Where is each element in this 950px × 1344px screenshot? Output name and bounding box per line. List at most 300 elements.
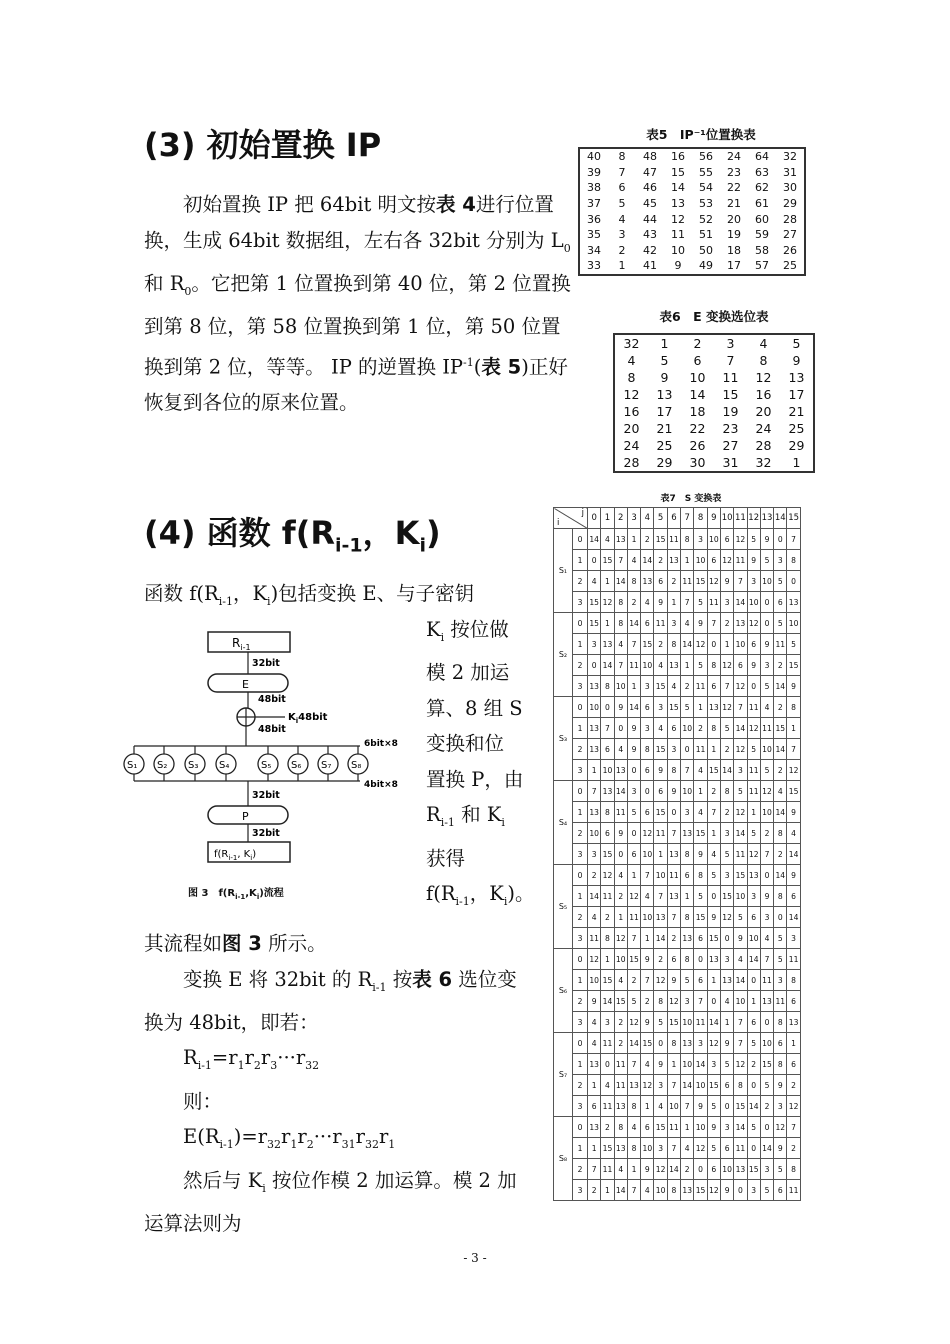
sbox-cell: 11 xyxy=(747,760,760,781)
sbox-cell: 10 xyxy=(760,739,773,760)
sbox-cell: 7 xyxy=(614,655,627,676)
sbox-cell: 6 xyxy=(601,823,614,844)
sbox-cell: 8 xyxy=(681,529,694,550)
sbox-cell: 1 xyxy=(614,907,627,928)
sbox-cell: 4 xyxy=(588,907,601,928)
page-number: - 3 - xyxy=(463,1251,487,1265)
table-5-cell: 19 xyxy=(727,228,741,242)
table-5-cell: 16 xyxy=(671,150,685,164)
sbox-row xyxy=(554,718,801,739)
sbox-cell: 11 xyxy=(694,1012,707,1033)
sbox-cell: 2 xyxy=(760,823,773,844)
sbox-cell: 0 xyxy=(760,613,773,634)
sbox-cell: 11 xyxy=(667,865,680,886)
table-6-cell: 12 xyxy=(623,387,640,402)
sbox-cell: 9 xyxy=(588,991,601,1012)
column-header: 1 xyxy=(601,508,614,529)
sbox-cell: 2 xyxy=(760,1096,773,1117)
table-5-cell: 1 xyxy=(618,259,626,273)
sbox-cell: 6 xyxy=(707,1159,720,1180)
sbox-cell: 5 xyxy=(734,781,747,802)
table-5-cell: 18 xyxy=(727,243,741,257)
table-6-cell: 13 xyxy=(788,370,805,385)
sbox-cell: 8 xyxy=(641,739,654,760)
sbox-cell: 6 xyxy=(707,676,720,697)
sbox-cell: 3 xyxy=(720,865,733,886)
table-6-cell: 29 xyxy=(656,455,673,470)
sbox-name: S₅ xyxy=(554,865,573,949)
sbox-cell: 1 xyxy=(681,655,694,676)
sbox-cell: 11 xyxy=(747,697,760,718)
sbox-cell: 8 xyxy=(787,1159,800,1180)
sbox-cell: 3 xyxy=(667,613,680,634)
sbox-cell: 10 xyxy=(734,634,747,655)
sbox-row xyxy=(554,802,801,823)
sbox-cell: 13 xyxy=(787,592,800,613)
table-5-cell: 30 xyxy=(783,181,797,195)
sbox-cell: 5 xyxy=(627,802,640,823)
sbox-cell: 8 xyxy=(774,1012,787,1033)
sbox-cell: 10 xyxy=(747,928,760,949)
table-5-row xyxy=(579,196,805,212)
sbox-cell: 5 xyxy=(681,970,694,991)
sbox-cell: 9 xyxy=(720,571,733,592)
sbox-cell: 12 xyxy=(734,676,747,697)
sbox-cell: 1 xyxy=(747,802,760,823)
sbox-cell: 15 xyxy=(654,802,667,823)
table-6-cell: 16 xyxy=(623,404,640,419)
equation-e: $E(R_{i-1})=r_{32}r_1r_2\cdot\cdot\cdot r_{31}r_{32}r_1$ xyxy=(183,1125,396,1152)
sbox-cell: 5 xyxy=(694,592,707,613)
sbox-cell: 10 xyxy=(681,718,694,739)
sbox-cell: 6 xyxy=(774,1033,787,1054)
sbox-cell: 1 xyxy=(588,1075,601,1096)
sbox-cell: 1 xyxy=(707,823,720,844)
sbox-cell: 5 xyxy=(774,613,787,634)
sbox-cell: 5 xyxy=(681,697,694,718)
sbox-cell: 13 xyxy=(614,760,627,781)
sbox-cell: 0 xyxy=(747,1075,760,1096)
sbox-cell: 3 xyxy=(774,550,787,571)
sbox-cell: 9 xyxy=(614,823,627,844)
table-6-cell: 12 xyxy=(755,370,772,385)
sbox-cell: 14 xyxy=(787,844,800,865)
sbox-cell: 15 xyxy=(787,655,800,676)
column-header: 0 xyxy=(588,508,601,529)
sbox-cell: 2 xyxy=(588,865,601,886)
sbox-cell: 10 xyxy=(681,781,694,802)
sbox-row xyxy=(554,550,801,571)
sbox-cell: 5 xyxy=(747,739,760,760)
sbox-cell: 12 xyxy=(747,844,760,865)
table-5-cell: 62 xyxy=(755,181,769,195)
sbox-cell: 3 xyxy=(720,823,733,844)
table-5-cell: 44 xyxy=(643,212,657,226)
sbox-cell: 10 xyxy=(734,991,747,1012)
sbox-cell: 14 xyxy=(681,634,694,655)
sbox-cell: 6 xyxy=(667,949,680,970)
ij-corner: j i xyxy=(554,508,588,529)
table-6-row xyxy=(614,437,814,454)
sbox-cell: 7 xyxy=(787,739,800,760)
table-5-cell: 34 xyxy=(587,243,601,257)
sbox-cell: 15 xyxy=(627,949,640,970)
sbox-cell: 4 xyxy=(734,949,747,970)
sbox-cell: 8 xyxy=(787,970,800,991)
sbox-name: S₁ xyxy=(554,529,573,613)
sbox-cell: 13 xyxy=(734,1159,747,1180)
sbox-cell: 6 xyxy=(747,634,760,655)
sbox-row xyxy=(554,613,801,634)
sbox-cell: 9 xyxy=(627,739,640,760)
table-5-cell: 59 xyxy=(755,228,769,242)
sbox-cell: 3 xyxy=(747,571,760,592)
sbox-cell: 10 xyxy=(734,886,747,907)
sbox-cell: 0 xyxy=(747,970,760,991)
sbox-cell: 6 xyxy=(667,718,680,739)
sbox-cell: 13 xyxy=(681,823,694,844)
sbox-cell: 9 xyxy=(694,613,707,634)
sbox-cell: 15 xyxy=(694,1180,707,1201)
sbox-cell: 1 xyxy=(601,613,614,634)
table-6-cell: 11 xyxy=(722,370,739,385)
sbox-cell: 3 xyxy=(654,1138,667,1159)
sbox-cell: 3 xyxy=(641,676,654,697)
sbox-label: S₂ xyxy=(157,760,168,771)
sbox-cell: 2 xyxy=(588,1180,601,1201)
sbox-cell: 8 xyxy=(774,886,787,907)
sbox-cell: 4 xyxy=(654,655,667,676)
sbox-cell: 4 xyxy=(614,865,627,886)
row-index: 3 xyxy=(573,1096,588,1117)
sbox-cell: 5 xyxy=(627,991,640,1012)
sbox-cell: 10 xyxy=(641,907,654,928)
sbox-cell: 4 xyxy=(627,1117,640,1138)
row-index: 1 xyxy=(573,886,588,907)
sbox-cell: 1 xyxy=(588,1138,601,1159)
table-5-cell: 23 xyxy=(727,165,741,179)
sbox-cell: 13 xyxy=(588,739,601,760)
sbox-cell: 15 xyxy=(601,1138,614,1159)
sbox-cell: 2 xyxy=(707,781,720,802)
table-6-cell: 25 xyxy=(656,438,673,453)
table-5-cell: 17 xyxy=(727,259,741,273)
sbox-cell: 5 xyxy=(774,1159,787,1180)
sbox-cell: 2 xyxy=(774,697,787,718)
sbox-cell: 1 xyxy=(694,697,707,718)
sbox-cell: 3 xyxy=(654,697,667,718)
table-5-cell: 33 xyxy=(587,259,601,273)
table-5-caption: 表5 IP⁻¹位置换表 xyxy=(646,127,756,142)
sbox-cell: 6 xyxy=(627,844,640,865)
sbox-cell: 12 xyxy=(707,571,720,592)
sbox-cell: 4 xyxy=(654,718,667,739)
sbox-label: S₃ xyxy=(188,760,199,771)
sbox-cell: 3 xyxy=(707,1054,720,1075)
row-index: 1 xyxy=(573,550,588,571)
sbox-cell: 4 xyxy=(641,1180,654,1201)
sbox-cell: 8 xyxy=(774,823,787,844)
sbox-cell: 3 xyxy=(654,1075,667,1096)
sbox-cell: 11 xyxy=(667,1117,680,1138)
table-6-cell: 8 xyxy=(627,370,636,385)
row-index: 1 xyxy=(573,802,588,823)
table-5-cell: 42 xyxy=(643,243,657,257)
sbox-cell: 7 xyxy=(627,634,640,655)
sbox-cell: 15 xyxy=(601,844,614,865)
sbox-cell: 15 xyxy=(654,1117,667,1138)
sbox-cell: 14 xyxy=(681,1075,694,1096)
sbox-row xyxy=(554,676,801,697)
row-index: 2 xyxy=(573,907,588,928)
sbox-name: S₈ xyxy=(554,1117,573,1201)
table-5-cell: 3 xyxy=(618,228,626,242)
column-header: 13 xyxy=(760,508,773,529)
sbox-cell: 4 xyxy=(627,550,640,571)
sbox-cell: 10 xyxy=(654,865,667,886)
sbox-cell: 12 xyxy=(734,1054,747,1075)
sbox-cell: 14 xyxy=(614,781,627,802)
sbox-row xyxy=(554,697,801,718)
sbox-name: S₆ xyxy=(554,949,573,1033)
sbox-cell: 9 xyxy=(760,634,773,655)
sbox-cell: 2 xyxy=(720,739,733,760)
sbox-cell: 10 xyxy=(588,697,601,718)
sbox-cell: 12 xyxy=(720,697,733,718)
sbox-cell: 10 xyxy=(760,1033,773,1054)
sbox-cell: 0 xyxy=(667,802,680,823)
sbox-cell: 4 xyxy=(787,823,800,844)
table-6-cell: 21 xyxy=(788,404,805,419)
table-5-cell: 52 xyxy=(699,212,713,226)
sbox-cell: 8 xyxy=(707,655,720,676)
sbox-cell: 0 xyxy=(787,571,800,592)
sbox-cell: 5 xyxy=(747,1117,760,1138)
sbox-cell: 14 xyxy=(774,802,787,823)
sbox-cell: 2 xyxy=(774,760,787,781)
figure-3-flowchart xyxy=(120,628,420,868)
sbox-cell: 6 xyxy=(747,1012,760,1033)
sbox-cell: 1 xyxy=(787,718,800,739)
sbox-cell: 11 xyxy=(627,907,640,928)
sbox-cell: 11 xyxy=(694,739,707,760)
sbox-cell: 10 xyxy=(588,970,601,991)
table-5-cell: 4 xyxy=(618,212,626,226)
sbox-cell: 11 xyxy=(614,802,627,823)
sbox-cell: 14 xyxy=(720,760,733,781)
sbox-cell: 14 xyxy=(707,1012,720,1033)
sbox-cell: 11 xyxy=(694,676,707,697)
table-5-cell: 36 xyxy=(587,212,601,226)
sbox-label: S₇ xyxy=(321,760,332,771)
sbox-cell: 10 xyxy=(694,1075,707,1096)
sbox-cell: 10 xyxy=(641,1138,654,1159)
table-5-cell: 47 xyxy=(643,165,657,179)
sbox-cell: 5 xyxy=(707,1138,720,1159)
table-5-cell: 29 xyxy=(783,197,797,211)
sbox-cell: 12 xyxy=(747,613,760,634)
sbox-cell: 9 xyxy=(694,844,707,865)
table-6-cell: 20 xyxy=(623,421,640,436)
column-header: 3 xyxy=(627,508,640,529)
sbox-row xyxy=(554,928,801,949)
sbox-cell: 9 xyxy=(667,781,680,802)
sbox-cell: 15 xyxy=(787,781,800,802)
sbox-cell: 0 xyxy=(588,550,601,571)
column-header: 12 xyxy=(747,508,760,529)
label-48bit-b: 48bit xyxy=(258,724,286,735)
table-6-cell: 5 xyxy=(660,353,669,368)
sbox-cell: 3 xyxy=(694,1033,707,1054)
sbox-cell: 7 xyxy=(588,1159,601,1180)
sbox-cell: 12 xyxy=(734,739,747,760)
table-5-cell: 53 xyxy=(699,197,713,211)
sbox-cell: 13 xyxy=(588,1117,601,1138)
sbox-cell: 3 xyxy=(787,928,800,949)
section-4-side-text: $K_i$ 按位做 模 2 加运 算、8 组 S 变换和位 置换 P，由 $R_{i-1}$ 和 $K_i$ 获得 $f(R_{i-1}$，$K_i$)。 xyxy=(426,618,535,909)
sbox-cell: 6 xyxy=(720,529,733,550)
sbox-cell: 10 xyxy=(601,760,614,781)
column-header: 14 xyxy=(774,508,787,529)
sbox-cell: 9 xyxy=(760,886,773,907)
sbox-cell: 9 xyxy=(627,718,640,739)
table-5-cell: 7 xyxy=(618,165,626,179)
label-4bit-x8: 4bit×8 xyxy=(364,780,398,790)
sbox-row xyxy=(554,571,801,592)
sbox-cell: 7 xyxy=(681,1096,694,1117)
sbox-cell: 1 xyxy=(588,760,601,781)
sbox-cell: 6 xyxy=(601,739,614,760)
sbox-cell: 3 xyxy=(720,949,733,970)
sbox-cell: 11 xyxy=(614,1054,627,1075)
sbox-name: S₄ xyxy=(554,781,573,865)
sbox-row xyxy=(554,970,801,991)
sbox-cell: 6 xyxy=(654,571,667,592)
sbox-cell: 5 xyxy=(720,844,733,865)
column-header: 9 xyxy=(707,508,720,529)
sbox-cell: 1 xyxy=(667,592,680,613)
row-index: 0 xyxy=(573,781,588,802)
table-5-cell: 45 xyxy=(643,197,657,211)
row-index: 0 xyxy=(573,1117,588,1138)
table-5-cell: 46 xyxy=(643,181,657,195)
table-5-cell: 15 xyxy=(671,165,685,179)
sbox-cell: 15 xyxy=(601,550,614,571)
sbox-cell: 13 xyxy=(588,802,601,823)
sbox-cell: 0 xyxy=(720,928,733,949)
sbox-row xyxy=(554,1159,801,1180)
sbox-cell: 3 xyxy=(747,886,760,907)
sbox-cell: 14 xyxy=(641,550,654,571)
section-3-heading: (3) 初始置换 IP xyxy=(144,126,382,164)
sbox-cell: 10 xyxy=(641,844,654,865)
sbox-cell: 5 xyxy=(760,760,773,781)
sbox-cell: 6 xyxy=(707,550,720,571)
sbox-row xyxy=(554,886,801,907)
section-4-heading: (4) 函数 $f(R_{i-1}$，$K_i$) xyxy=(144,514,441,557)
sbox-cell: 7 xyxy=(787,529,800,550)
sbox-cell: 13 xyxy=(588,718,601,739)
sbox-cell: 4 xyxy=(601,529,614,550)
table-5-cell: 26 xyxy=(783,243,797,257)
section-4-intro: 函数 $f(R_{i-1}$，$K_i$)包括变换 E、与子密钥 xyxy=(144,582,475,608)
sbox-cell: 4 xyxy=(588,571,601,592)
table-5-cell: 37 xyxy=(587,197,601,211)
sbox-cell: 1 xyxy=(707,739,720,760)
sbox-cell: 13 xyxy=(734,613,747,634)
sbox-cell: 2 xyxy=(601,907,614,928)
sbox-cell: 13 xyxy=(588,1054,601,1075)
table-5-cell: 2 xyxy=(618,243,626,257)
table-5-cell: 14 xyxy=(671,181,685,195)
table-6-cell: 26 xyxy=(689,438,706,453)
section-4-body: 其流程如图 3 所示。 变换 E 将 32bit 的 $R_{i-1}$ 按表 6 选位变换为 48bit，即若： $R_{i-1}=r_1r_2r_3\cdot\cdot\cdot r_{32}$ 则： $E(R_{i-1})=r_{32}r_1r_2\cdot\cdot\cdot r_{31}r_{32}r_1$ 然后与 $K_i$ 按位作模 2 加运算。模 2 加运算法则为 xyxy=(144,926,534,1242)
sbox-cell: 15 xyxy=(720,886,733,907)
sbox-cell: 8 xyxy=(774,1054,787,1075)
sbox-cell: 2 xyxy=(627,592,640,613)
sbox-cell: 10 xyxy=(760,571,773,592)
column-header: 10 xyxy=(720,508,733,529)
sbox-cell: 10 xyxy=(720,1159,733,1180)
sbox-cell: 9 xyxy=(654,592,667,613)
table-6-cell: 21 xyxy=(656,421,673,436)
sbox-cell: 1 xyxy=(654,844,667,865)
sbox-cell: 4 xyxy=(681,613,694,634)
sbox-cell: 14 xyxy=(667,1159,680,1180)
sbox-cell: 11 xyxy=(601,886,614,907)
sbox-cell: 12 xyxy=(720,655,733,676)
sbox-cell: 13 xyxy=(681,1180,694,1201)
sbox-row xyxy=(554,655,801,676)
table-5-cell: 6 xyxy=(618,181,626,195)
sbox-cell: 15 xyxy=(707,1075,720,1096)
row-index: 3 xyxy=(573,676,588,697)
table-6-cell: 8 xyxy=(759,353,768,368)
table-5-cell: 38 xyxy=(587,181,601,195)
sbox-cell: 5 xyxy=(760,1180,773,1201)
table-5-row xyxy=(579,211,805,227)
sbox-cell: 2 xyxy=(774,844,787,865)
sbox-cell: 1 xyxy=(681,550,694,571)
sbox-cell: 5 xyxy=(694,886,707,907)
sbox-cell: 14 xyxy=(627,697,640,718)
sbox-cell: 8 xyxy=(707,718,720,739)
table-5-cell: 40 xyxy=(587,150,601,164)
table-5 xyxy=(578,147,806,276)
sbox-cell: 15 xyxy=(734,865,747,886)
sbox-cell: 3 xyxy=(734,760,747,781)
sbox-cell: 14 xyxy=(734,823,747,844)
sbox-cell: 15 xyxy=(641,634,654,655)
table-6-cell: 28 xyxy=(755,438,772,453)
sbox-cell: 14 xyxy=(774,865,787,886)
sbox-cell: 14 xyxy=(654,928,667,949)
table-5-cell: 32 xyxy=(783,150,797,164)
sbox-cell: 13 xyxy=(614,1096,627,1117)
table-6-cell: 4 xyxy=(759,336,768,351)
sbox-label: S₁ xyxy=(127,760,138,771)
sbox-row xyxy=(554,823,801,844)
sbox-cell: 9 xyxy=(707,907,720,928)
sbox-cell: 11 xyxy=(734,1138,747,1159)
sbox-cell: 13 xyxy=(787,1012,800,1033)
sbox-cell: 4 xyxy=(760,697,773,718)
table-5-cell: 48 xyxy=(643,150,657,164)
sbox-row xyxy=(554,760,801,781)
column-header: 6 xyxy=(667,508,680,529)
sbox-cell: 0 xyxy=(707,886,720,907)
sbox-cell: 9 xyxy=(760,529,773,550)
